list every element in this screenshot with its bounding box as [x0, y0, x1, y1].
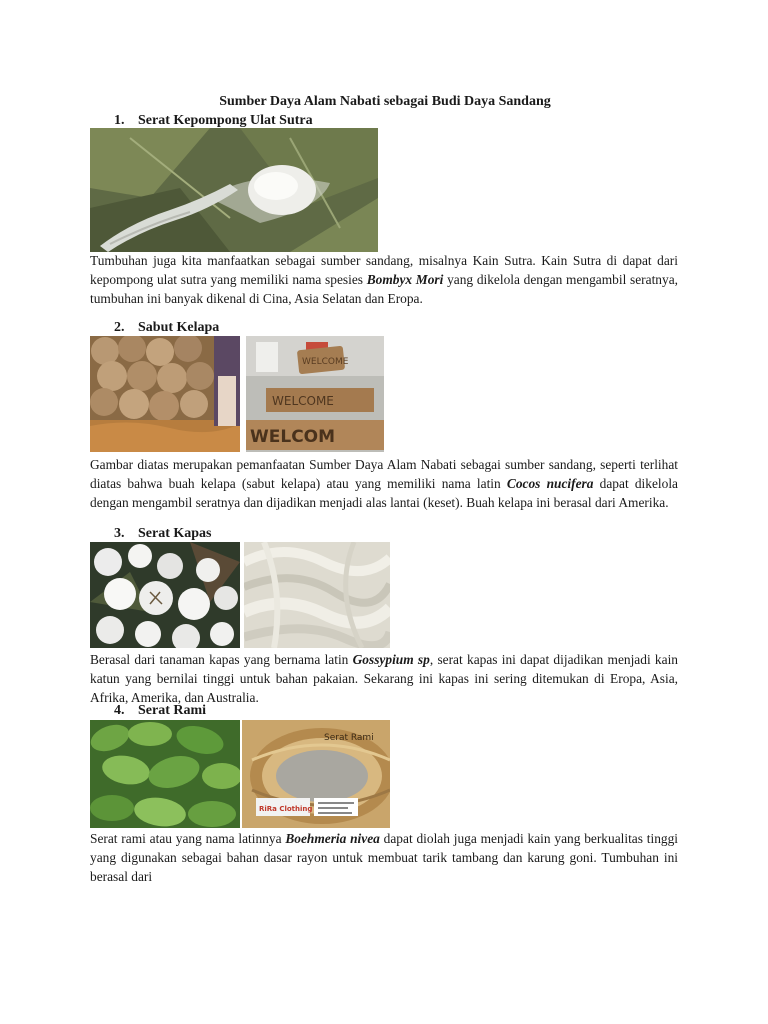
ramie-fiber-photo	[242, 720, 390, 828]
cotton-fiber-photo	[244, 542, 390, 648]
section-title: Serat Rami	[138, 703, 207, 718]
mat-text: WELCOM	[250, 427, 336, 447]
section-1-paragraph: Tumbuhan juga kita manfaatkan sebagai sumber sandang, misalnya Kain Sutra. Kain Sutra di dapat dari kepompong ulat sutra yang memiliki nama spesies Bombyx Mori yang dikelola dengan mengambil seratnya, tumbuhan ini banyak dikenal di Cina, Asia Selatan dan Eropa.	[90, 253, 678, 306]
coconut-husk-photo	[90, 336, 240, 452]
section-3-paragraph: Berasal dari tanaman kapas yang bernama latin Gossypium sp, serat kapas ini dapat dijadikan menjadi kain katun yang bernilai tinggi untuk bahan pakaian. Sekarang ini kapas ini sering ditemukan di Eropa, Asia, Afrika, Amerika, dan Australia.	[90, 652, 678, 705]
section-2-heading	[114, 320, 219, 336]
mat-text: WELCOME	[272, 394, 334, 408]
silkworm-cocoon-photo	[90, 128, 378, 252]
section-2-paragraph: Gambar diatas merupakan pemanfaatan Sumber Daya Alam Nabati sebagai sumber sandang, seperti terlihat diatas bahwa buah kelapa (sabut kelapa) atau yang memiliki nama latin Cocos nucifera dapat dikelola dengan mengambil seratnya dan dijadikan menjadi alas lantai (keset). Buah kelapa ini berasal dari Amerika.	[90, 457, 678, 510]
latin-name: Gossypium sp	[352, 652, 430, 667]
section-4-paragraph: Serat rami atau yang nama latinnya Boehmeria nivea dapat diolah juga menjadi kain yang berkualitas tinggi yang digunakan sebagai bahan dasar rayon untuk membuat tarik tambang dan karung goni. Tumbuhan ini berasal dari	[90, 831, 678, 884]
ramie-plant-photo	[90, 720, 240, 828]
section-title: Serat Kapas	[138, 526, 212, 541]
section-number: 2.	[114, 320, 125, 335]
section-number: 3.	[114, 526, 125, 541]
latin-name: Cocos nucifera	[506, 476, 594, 491]
section-3-heading	[114, 526, 212, 542]
section-title: Serat Kepompong Ulat Sutra	[138, 113, 313, 128]
latin-name: Bombyx Mori	[366, 272, 444, 287]
section-number: 1.	[114, 113, 125, 128]
mat-text: WELCOME	[302, 357, 349, 367]
section-title: Sabut Kelapa	[138, 320, 220, 335]
section-4-heading	[114, 703, 206, 719]
coir-doormat-photo	[246, 336, 384, 452]
section-number: 4.	[114, 703, 125, 718]
section-1-heading	[114, 113, 313, 129]
cotton-boll-photo	[90, 542, 240, 648]
document-title: Sumber Daya Alam Nabati sebagai Budi Daya Sandang	[219, 94, 551, 109]
photo-label: Serat Rami	[324, 733, 374, 743]
latin-name: Boehmeria nivea	[285, 831, 380, 846]
brand-label: RiRa Clothing	[259, 805, 313, 813]
